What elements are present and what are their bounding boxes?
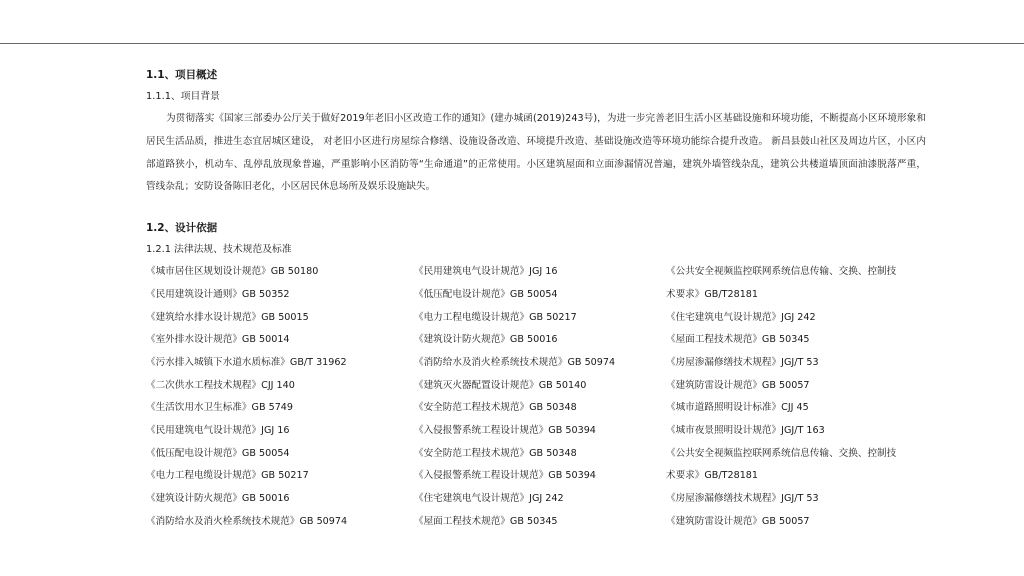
standard-item: 术要求》GB/T28181	[666, 288, 759, 300]
standard-item: 《房屋渗漏修缮技术规程》JGJ/T 53	[666, 356, 819, 368]
standard-item: 《电力工程电缆设计规范》GB 50217	[146, 470, 309, 482]
standard-item: 《生活饮用水卫生标准》GB 5749	[146, 402, 294, 414]
standard-item: 《屋面工程技术规范》GB 50345	[666, 334, 810, 346]
standard-item: 《安全防范工程技术规范》GB 50348	[414, 447, 577, 459]
standard-item: 《二次供水工程技术规程》CJJ 140	[146, 379, 295, 391]
standard-item: 《室外排水设计规范》GB 50014	[146, 334, 290, 346]
standard-item: 《屋面工程技术规范》GB 50345	[414, 515, 558, 527]
standard-item: 《消防给水及消火栓系统技术规范》GB 50974	[414, 356, 616, 368]
standard-item: 《建筑防雷设计规范》GB 50057	[666, 379, 810, 391]
background-paragraph: 为贯彻落实《国家三部委办公厅关于做好2019年老旧小区改造工作的通知》(建办城函(2019)243号)，为进一步完善老旧生活小区基础设施和环境功能，不断提高小区环境形象和居民生活品质，推进生态宜居城区建设， 对老旧小区进行房屋综合修缮、设施设备改造、环境提升改造、基础设施改造等环境功能综合提升改造。 新昌县鼓山社区及周边片区，小区内部道路狭小，机动车、乱停乱放现象普遍，严重影响小区消防等“生命通道”的正常使用。小区建筑屋面和立面渗漏情况普遍，建筑外墙管线杂乱，建筑公共楼道墙顶面油漆脱落严重，管线杂乱；安防设备陈旧老化，小区居民休息场所及娱乐设施缺失。	[146, 113, 926, 193]
header-divider	[0, 43, 1024, 44]
section-heading-design-basis: 1.2、设计依据	[146, 222, 218, 235]
standard-item: 《消防给水及消火栓系统技术规范》GB 50974	[146, 515, 348, 527]
standard-item: 《建筑设计防火规范》GB 50016	[146, 493, 290, 505]
standard-item: 《安全防范工程技术规范》GB 50348	[414, 402, 577, 414]
standard-item: 《城市道路照明设计标准》CJJ 45	[666, 402, 809, 414]
standard-item: 《民用建筑电气设计规范》JGJ 16	[414, 266, 558, 278]
standard-item: 《电力工程电缆设计规范》GB 50217	[414, 311, 577, 323]
standard-item: 《低压配电设计规范》GB 50054	[414, 288, 558, 300]
standard-item: 《房屋渗漏修缮技术规程》JGJ/T 53	[666, 493, 819, 505]
standard-item: 《建筑给水排水设计规范》GB 50015	[146, 311, 309, 323]
standard-item: 《建筑防雷设计规范》GB 50057	[666, 515, 810, 527]
standard-item: 术要求》GB/T28181	[666, 470, 759, 482]
standard-item: 《入侵报警系统工程设计规范》GB 50394	[414, 470, 596, 482]
section-spacer	[146, 199, 926, 217]
subsection-heading-background: 1.1.1、项目背景	[146, 91, 220, 102]
standard-item: 《建筑设计防火规范》GB 50016	[414, 334, 558, 346]
standard-item: 《城市居住区规划设计规范》GB 50180	[146, 266, 319, 278]
standard-item: 《建筑灭火器配置设计规范》GB 50140	[414, 379, 587, 391]
standard-item: 《低压配电设计规范》GB 50054	[146, 447, 290, 459]
standards-list	[146, 261, 926, 533]
document-page	[146, 64, 926, 533]
section-heading-overview: 1.1、项目概述	[146, 69, 218, 81]
standard-item: 《民用建筑电气设计规范》JGJ 16	[146, 425, 290, 436]
standard-item: 《城市夜景照明设计规范》JGJ/T 163	[666, 425, 825, 436]
standard-item: 《住宅建筑电气设计规范》JGJ 242	[414, 493, 564, 505]
subsection-heading-regulations: 1.2.1 法律法规、技术规范及标准	[146, 244, 292, 256]
standard-item: 《民用建筑设计通则》GB 50352	[146, 288, 290, 300]
standard-item: 《住宅建筑电气设计规范》JGJ 242	[666, 311, 816, 323]
standard-item: 《入侵报警系统工程设计规范》GB 50394	[414, 425, 596, 436]
standard-item: 《污水排入城镇下水道水质标准》GB/T 31962	[146, 356, 347, 368]
standard-item: 《公共安全视频监控联网系统信息传输、交换、控制技	[666, 447, 897, 459]
standard-item: 《公共安全视频监控联网系统信息传输、交换、控制技	[666, 266, 897, 278]
